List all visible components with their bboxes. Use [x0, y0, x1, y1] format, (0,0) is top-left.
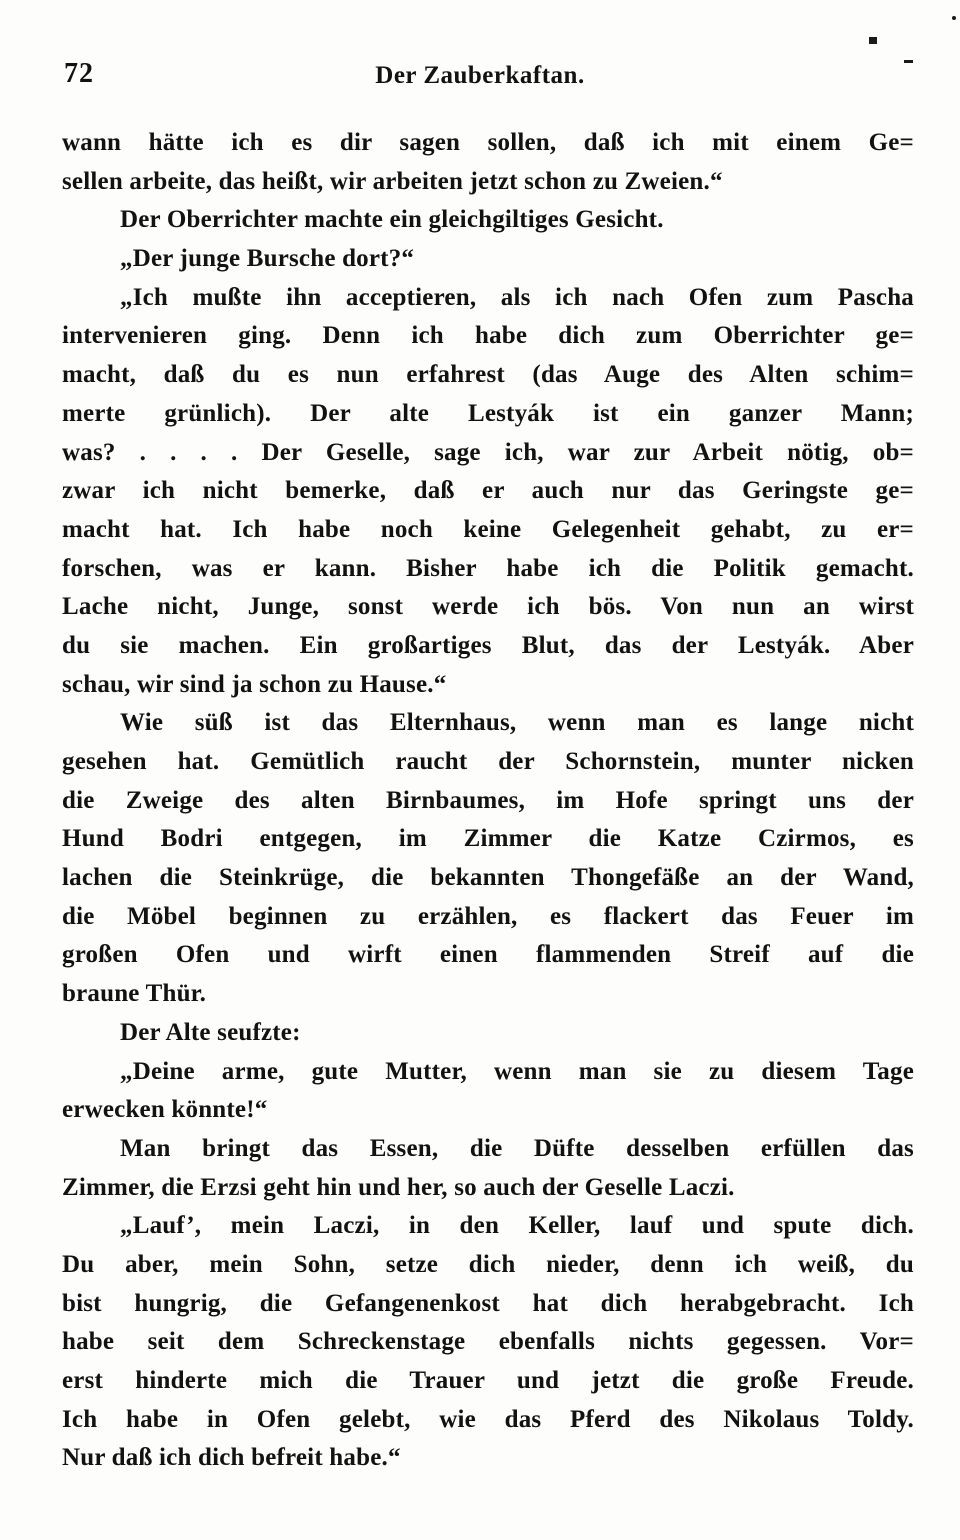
text-line: bist hungrig, die Gefangenenkost hat dich herabgebracht. Ich: [62, 1289, 914, 1317]
text-line: schau, wir sind ja schon zu Hause.“: [62, 670, 447, 698]
text-line: „Der junge Bursche dort?“: [120, 245, 415, 273]
running-title: Der Zauberkaftan.: [375, 62, 585, 89]
text-line: „Ich mußte ihn acceptieren, als ich nach Ofen zum Pascha: [120, 283, 914, 311]
scan-speck: [869, 37, 877, 44]
text-line: großen Ofen und wirft einen flammenden Streif auf die: [62, 941, 914, 969]
text-line: Man bringt das Essen, die Düfte desselben erfüllen das: [120, 1134, 914, 1162]
text-line: macht hat. Ich habe noch keine Gelegenheit gehabt, zu er=: [62, 515, 914, 543]
text-line: Hund Bodri entgegen, im Zimmer die Katze Czirmos, es: [62, 825, 914, 853]
text-line: „Lauf’, mein Laczi, in den Keller, lauf und spute dich.: [120, 1212, 914, 1240]
text-line: lachen die Steinkrüge, die bekannten Thongefäße an der Wand,: [62, 864, 914, 892]
text-line: Zimmer, die Erzsi geht hin und her, so auch der Geselle Laczi.: [62, 1173, 735, 1201]
text-line: die Zweige des alten Birnbaumes, im Hofe springt uns der: [62, 786, 914, 814]
scan-speck: [952, 16, 956, 20]
text-line: Wie süß ist das Elternhaus, wenn man es lange nicht: [120, 709, 914, 737]
text-line: Nur daß ich dich befreit habe.“: [62, 1444, 401, 1472]
text-line: erwecken könnte!“: [62, 1096, 268, 1124]
text-line: gesehen hat. Gemütlich raucht der Schornstein, munter nicken: [62, 748, 914, 775]
text-line: erst hinderte mich die Trauer und jetzt die große Freude.: [62, 1367, 914, 1394]
text-line: intervenieren ging. Denn ich habe dich zum Oberrichter ge=: [62, 322, 914, 350]
page-number: 72: [64, 58, 94, 89]
text-line: Der Oberrichter machte ein gleichgiltiges Gesicht.: [120, 206, 664, 234]
text-line: „Deine arme, gute Mutter, wenn man sie zu diesem Tage: [120, 1057, 914, 1085]
text-line: Ich habe in Ofen gelebt, wie das Pferd des Nikolaus Toldy.: [62, 1405, 914, 1433]
text-line: forschen, was er kann. Bisher habe ich die Politik gemacht.: [62, 554, 914, 582]
text-line: Du aber, mein Sohn, setze dich nieder, denn ich weiß, du: [62, 1250, 914, 1278]
text-line: Lache nicht, Junge, sonst werde ich bös. Von nun an wirst: [62, 593, 914, 621]
text-line: die Möbel beginnen zu erzählen, es flackert das Feuer im: [62, 902, 914, 930]
text-line: merte grünlich). Der alte Lestyák ist ein ganzer Mann;: [62, 399, 914, 427]
text-line: Der Alte seufzte:: [120, 1018, 301, 1046]
text-line: habe seit dem Schreckenstage ebenfalls nichts gegessen. Vor=: [62, 1328, 914, 1356]
text-line: zwar ich nicht bemerke, daß er auch nur das Geringste ge=: [62, 477, 914, 505]
text-line: braune Thür.: [62, 980, 207, 1008]
text-line: sellen arbeite, das heißt, wir arbeiten jetzt schon zu Zweien.“: [62, 167, 723, 195]
text-line: wann hätte ich es dir sagen sollen, daß ich mit einem Ge=: [62, 129, 914, 156]
text-line: macht, daß du es nun erfahrest (das Auge des Alten schim=: [62, 361, 914, 389]
text-line: du sie machen. Ein großartiges Blut, das der Lestyák. Aber: [62, 631, 914, 659]
text-line: was? . . . . Der Geselle, sage ich, war zur Arbeit nötig, ob=: [62, 438, 914, 466]
scan-speck: [904, 60, 913, 63]
page-text: [62, 124, 914, 1478]
